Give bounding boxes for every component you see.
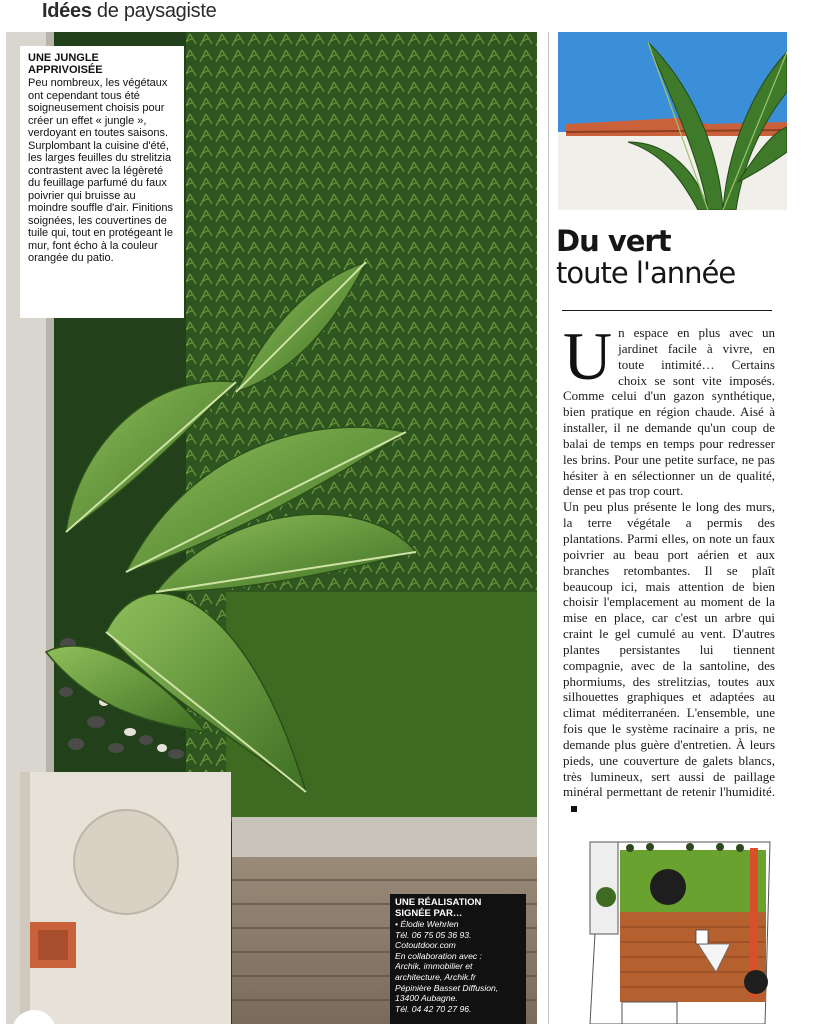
credit-line: architecture, Archik.fr xyxy=(395,971,476,982)
credit-line: 13400 Aubagne. xyxy=(395,993,458,1004)
headline xyxy=(556,224,806,290)
garden-plan xyxy=(580,832,780,1024)
caption-box xyxy=(20,46,184,318)
headline-line2: toute l'année xyxy=(556,256,736,290)
credit-title-line2: SIGNÉE PAR… xyxy=(395,908,463,919)
caption-title-line1: UNE JUNGLE xyxy=(28,52,99,64)
dropcap: U xyxy=(563,318,613,394)
garden-plan-illustration xyxy=(580,832,780,1024)
article-body xyxy=(563,318,775,816)
headline-rule xyxy=(562,310,772,311)
article-paragraph-2 xyxy=(563,499,775,816)
article-paragraph-1: n espace en plus avec un jardinet facile à vivre, en toute intimité… Certains choix se sont vite imposés. Comme celui d'un gazon synthétique, bien pratique en région chaude. Aisé à installer, il ne demande qu'un coup de balai de temps en temps pour redresser les brins. Pour une petite surface, ne pas hésiter à en sélectionner un de qualité, dense et pas trop court. xyxy=(563,325,775,499)
column-divider xyxy=(548,32,549,1024)
credit-line: Pépinière Basset Diffusion, xyxy=(395,982,499,993)
article-paragraph-2-text: Un peu plus présente le long des murs, la terre végétale a permis des plantations. Parmi elles, on note un faux poivrier au beau port aérien et aux branches retombantes. Il se plaît beaucoup ici, mais attention de bien choisir l'emplacement au moment de la mise en place, car c'est un arbre qui craint le gel cumulé au vent. D'autres plantes persistantes lui tiennent compagnie, avec de la santoline, des phormiums, des strelitzias, toutes aux silhouettes graphiques et adaptées au climat méditerranéen. L'ensemble, une fois que le système racinaire a pris, ne demande plus guère d'entretien. À leurs pieds, une couverture de galets blancs, très lumineux, sert aussi de paillage minéral permettant de retenir l'humidité. xyxy=(563,499,775,800)
side-photo-illustration xyxy=(558,32,787,210)
credit-line: En collaboration avec : xyxy=(395,950,482,961)
credit-box xyxy=(390,894,526,1024)
credit-line: • Élodie Wehrlen xyxy=(395,919,459,929)
credit-line: Archik, immobilier et xyxy=(395,961,473,972)
caption-text: Peu nombreux, les végétaux ont cependant tous été soigneusement choisis pour créer un effet « jungle », verdoyant en toutes saisons. Surplombant la cuisine d'été, les larges feuilles du strelitzia contrastent avec la légèreté du feuillage parfumé du faux poivrier qui bruisse au moindre souffle d'air. Finitions soignées, les couvertines de tuile qui, tout en protégeant le mur, font écho à la couleur orangée du patio. xyxy=(28,77,173,264)
headline-line1: Du vert xyxy=(556,224,671,258)
credit-title-line1: UNE RÉALISATION xyxy=(395,897,482,908)
end-mark-icon xyxy=(571,806,577,812)
credit-line: Tél. 06 75 05 36 93. xyxy=(395,929,472,940)
credit-line: Cotoutdoor.com xyxy=(395,940,456,951)
credit-line: Tél. 04 42 70 27 96. xyxy=(395,1003,472,1014)
running-head-section: Idées xyxy=(42,0,92,22)
running-head xyxy=(42,0,216,26)
caption-title-line2: APPRIVOISÉE xyxy=(28,64,103,76)
running-head-subtitle: de paysagiste xyxy=(91,0,217,22)
side-photo xyxy=(558,32,787,210)
